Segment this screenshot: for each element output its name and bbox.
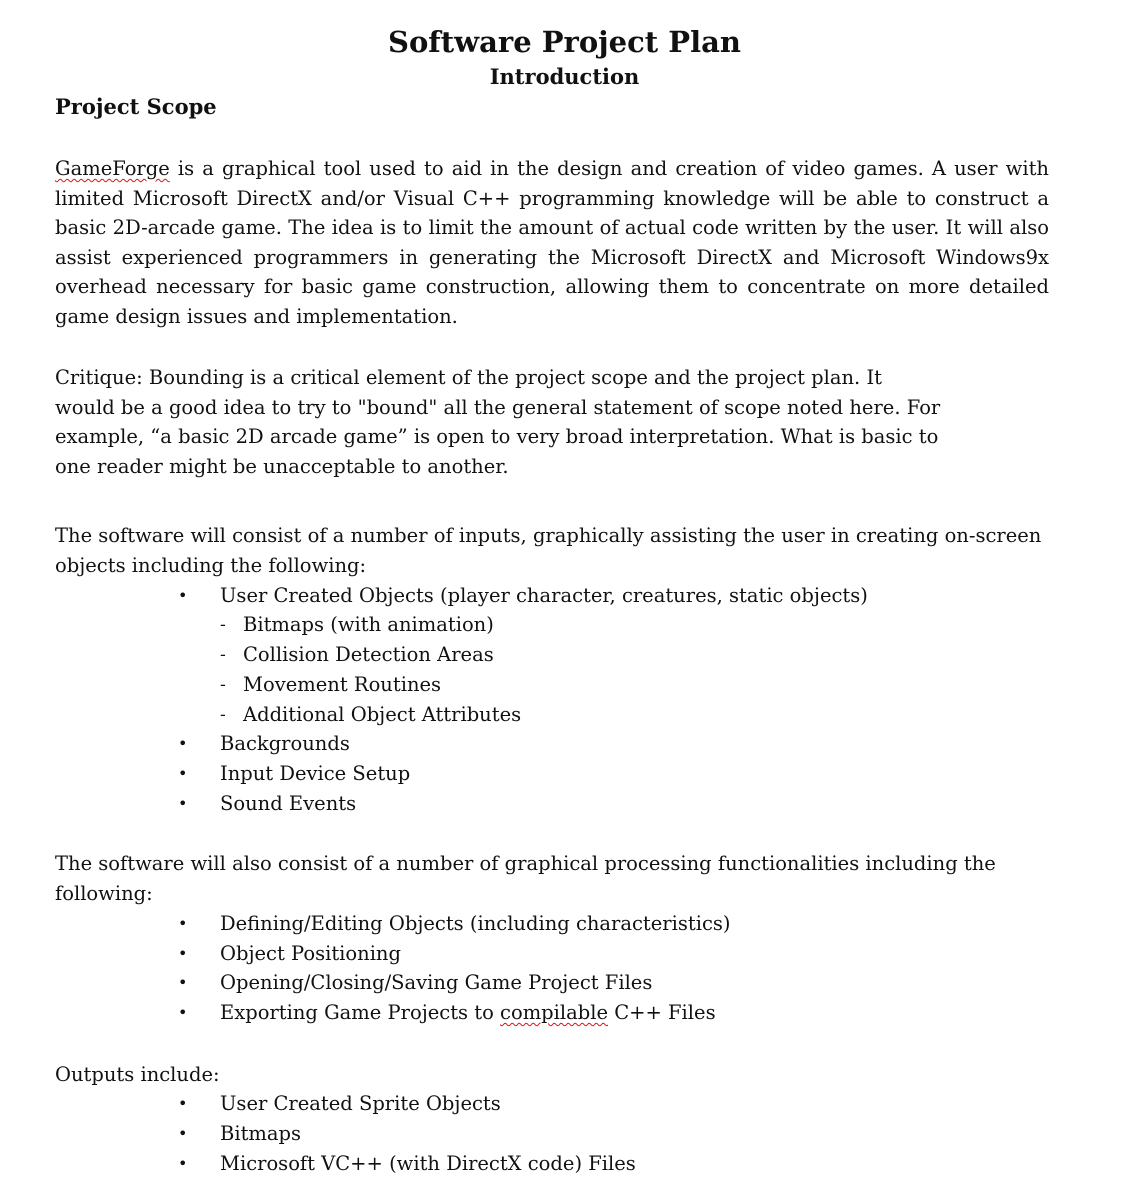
dash-icon: - xyxy=(220,705,226,725)
dash-icon: - xyxy=(220,675,226,695)
list-item-suffix: C++ Files xyxy=(608,1001,716,1024)
list-item-output: User Created Sprite Objects xyxy=(220,1092,501,1115)
sub-list-item: Collision Detection Areas xyxy=(243,643,494,666)
bullet-icon: • xyxy=(178,1124,188,1143)
product-name-misspelled[interactable]: GameForge xyxy=(55,157,170,180)
bullet-icon: • xyxy=(178,1003,188,1022)
critique-line-1: Critique: Bounding is a critical element of the project scope and the project plan. It xyxy=(55,366,882,389)
scope-paragraph xyxy=(55,154,1049,331)
sub-list-item: Additional Object Attributes xyxy=(243,703,522,726)
inputs-intro: The software will consist of a number of inputs, graphically assisting the user in creating on-screen objects including the following: xyxy=(55,524,1042,577)
document-title: Software Project Plan xyxy=(388,25,741,59)
bullet-icon: • xyxy=(178,973,188,992)
bullet-icon: • xyxy=(178,914,188,933)
list-item-output: Microsoft VC++ (with DirectX code) Files xyxy=(220,1152,636,1175)
bullet-icon: • xyxy=(178,944,188,963)
list-item-input: Sound Events xyxy=(220,792,357,815)
bullet-icon: • xyxy=(178,1094,188,1113)
list-item-processing: Defining/Editing Objects (including characteristics) xyxy=(220,912,731,935)
list-item-input: Input Device Setup xyxy=(220,762,411,785)
bullet-icon: • xyxy=(178,586,188,605)
list-item-prefix: Exporting Game Projects to xyxy=(220,1001,501,1024)
list-item-input: Backgrounds xyxy=(220,732,350,755)
list-item-input: User Created Objects (player character, creatures, static objects) xyxy=(220,584,868,607)
dash-icon: - xyxy=(220,615,226,635)
bullet-icon: • xyxy=(178,764,188,783)
critique-line-4: one reader might be unacceptable to another. xyxy=(55,455,509,478)
critique-line-3: example, “a basic 2D arcade game” is open to very broad interpretation. What is basic to xyxy=(55,425,939,448)
dash-icon: - xyxy=(220,645,226,665)
sub-list-item: Movement Routines xyxy=(243,673,442,696)
sub-list-item: Bitmaps (with animation) xyxy=(243,613,494,636)
list-item-output: Bitmaps xyxy=(220,1122,302,1145)
list-item-processing: Opening/Closing/Saving Game Project Files xyxy=(220,971,653,994)
critique-line-2: would be a good idea to try to "bound" all the general statement of scope noted here. For xyxy=(55,396,941,419)
list-item-processing xyxy=(220,998,716,1028)
scope-description: is a graphical tool used to aid in the design and creation of video games. A user with limited Microsoft DirectX and/or Visual C++ programming knowledge will be able to construct a basic 2D-arcade game. The idea is to limit the amount of actual code written by the user. It will also assist experienced programmers in generating the Microsoft DirectX and Microsoft Windows9x overhead necessary for basic game construction, allowing them to concentrate on more detailed game design issues and implementation. xyxy=(55,157,1049,328)
outputs-intro: Outputs include: xyxy=(55,1063,220,1086)
document-subtitle: Introduction xyxy=(489,64,640,89)
bullet-icon: • xyxy=(178,1154,188,1173)
list-item-processing: Object Positioning xyxy=(220,942,401,965)
processing-intro: The software will also consist of a number of graphical processing functionalities including the following: xyxy=(55,852,996,905)
bullet-icon: • xyxy=(178,734,188,753)
flagged-word[interactable]: compilable xyxy=(500,1001,609,1024)
bullet-icon: • xyxy=(178,794,188,813)
section-heading-project-scope: Project Scope xyxy=(55,94,217,119)
